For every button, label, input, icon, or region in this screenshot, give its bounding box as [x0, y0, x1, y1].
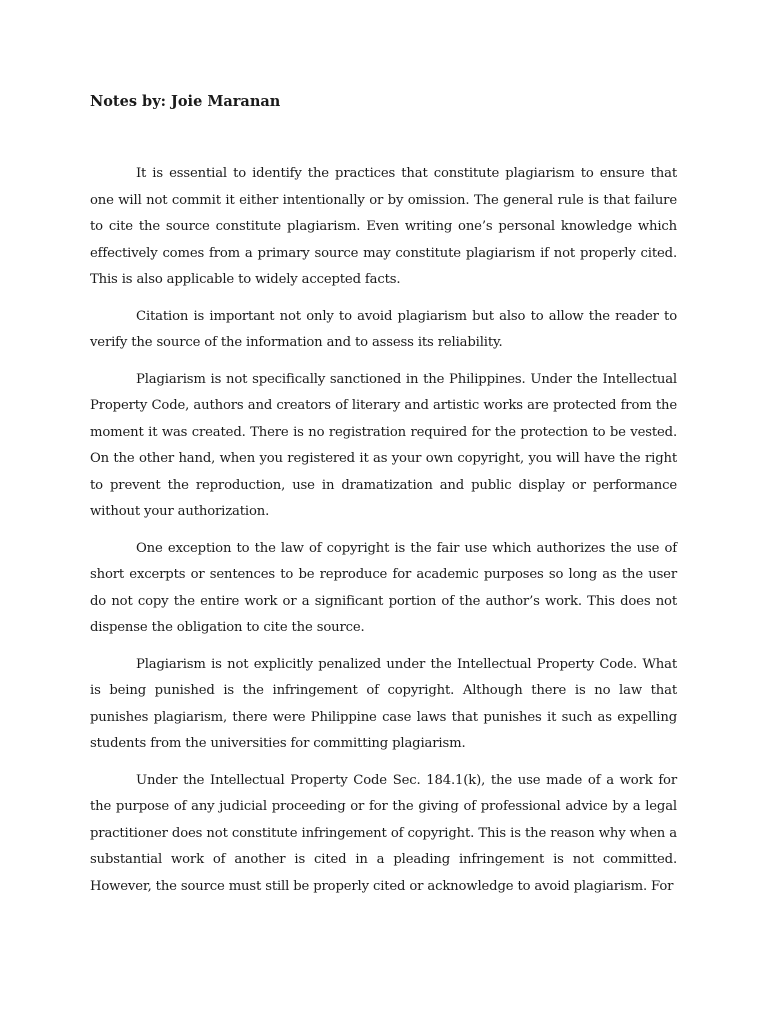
paragraph-4: One exception to the law of copyright is the fair use which authorizes the use of short excerpts or sentences to be reproduce for academic purposes so long as the user do not copy the entire work or a significant portion of the author’s work. This does not dispense the obligation to cite the source. — [90, 540, 677, 635]
paragraph-3: Plagiarism is not specifically sanctioned in the Philippines. Under the Intellectual Property Code, authors and creators of literary and artistic works are protected from the moment it was created. There is no registration required for the protection to be vested. On the other hand, when you registered it as your own copyright, you will have the right to prevent the reproduction, use in dramatization and public display or performance without your authorization. — [90, 371, 677, 519]
paragraph-1: It is essential to identify the practices that constitute plagiarism to ensure that one will not commit it either intentionally or by omission. The general rule is that failure to cite the source constitute plagiarism. Even writing one’s personal knowledge which effectively comes from a primary source may constitute plagiarism if not properly cited. This is also applicable to widely accepted facts. — [90, 166, 677, 287]
paragraph-5: Plagiarism is not explicitly penalized under the Intellectual Property Code. What is being punished is the infringement of copyright. Although there is no law that punishes plagiarism, there were Philippine case laws that punishes it such as expelling students from the universities for committing plagiarism. — [90, 656, 677, 751]
document-title: Notes by: Joie Maranan — [90, 93, 281, 110]
paragraph-2: Citation is important not only to avoid plagiarism but also to allow the reader to verify the source of the information and to assess its reliability. — [90, 308, 677, 350]
document-body — [90, 161, 677, 910]
paragraph-6: Under the Intellectual Property Code Sec. 184.1(k), the use made of a work for the purpose of any judicial proceeding or for the giving of professional advice by a legal practitioner does not constitute infringement of copyright. This is the reason why when a substantial work of another is cited in a pleading infringement is not committed. However, the source must still be properly cited or acknowledge to avoid plagiarism. For — [90, 772, 677, 894]
